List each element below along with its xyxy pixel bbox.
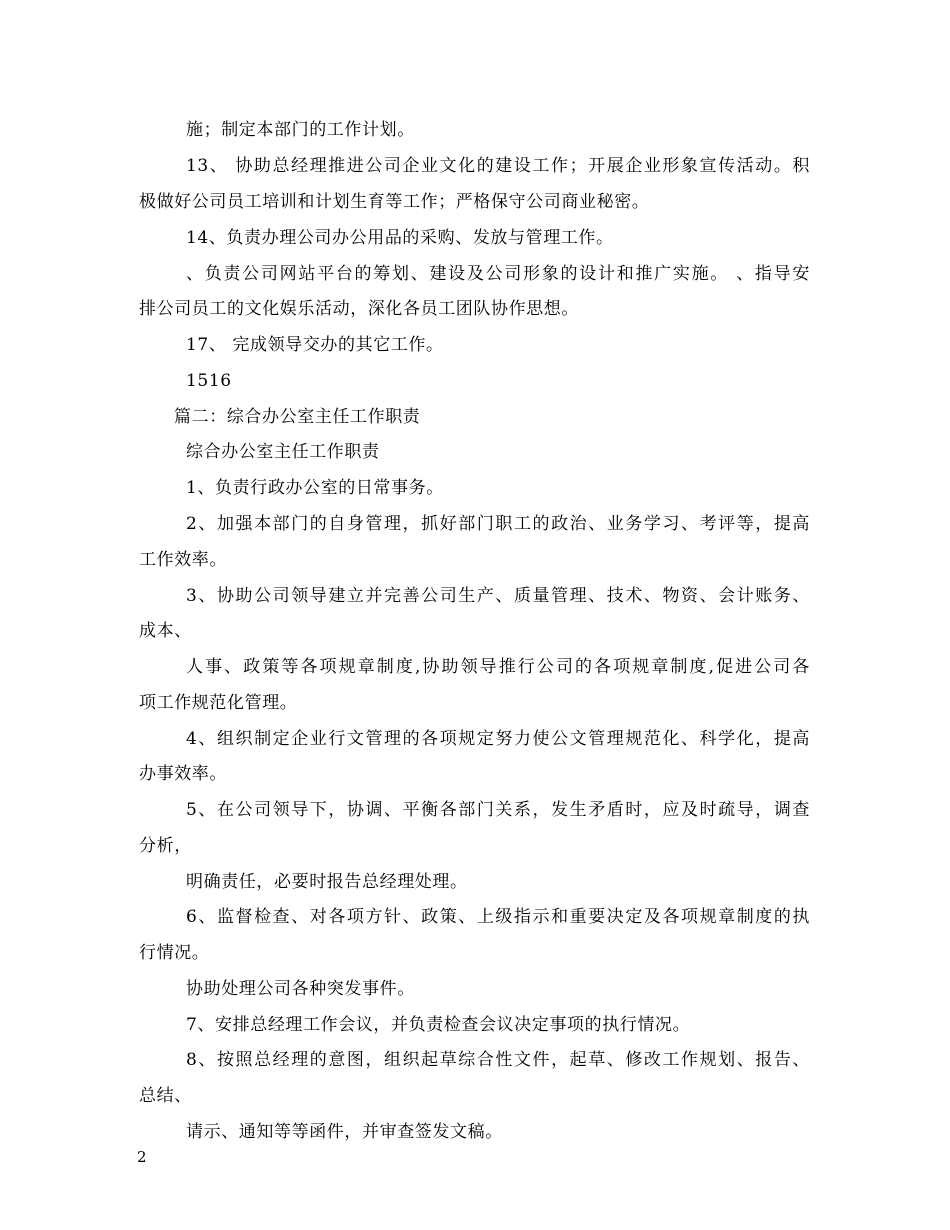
text-line-20: 5、在公司领导下，协调、平衡各部门关系，发生矛盾时，应及时疏导，调查 xyxy=(186,800,810,820)
text-line-28: 总结、 xyxy=(139,1086,192,1106)
text-line-3: 极做好公司员工培训和计划生育等工作；严格保守公司商业秘密。 xyxy=(139,192,650,212)
text-line-2: 13、 协助总经理推进公司企业文化的建设工作；开展企业形象宣传活动。积 xyxy=(186,156,810,176)
text-line-18: 4、组织制定企业行文管理的各项规定努力使公文管理规范化、科学化，提高 xyxy=(186,729,810,749)
text-line-17: 项工作规范化管理。 xyxy=(139,693,298,713)
section-title: 综合办公室主任工作职责 xyxy=(186,442,380,462)
text-line-4: 14、负责办理公司办公用品的采购、发放与管理工作。 xyxy=(186,228,614,248)
text-line-12: 2、加强本部门的自身管理，抓好部门职工的政治、业务学习、考评等，提高 xyxy=(186,514,810,534)
page-number: 2 xyxy=(137,1148,147,1166)
text-line-24: 行情况。 xyxy=(139,943,210,963)
text-line-22: 明确责任，必要时报告总经理处理。 xyxy=(186,872,468,892)
text-line-7: 17、 完成领导交办的其它工作。 xyxy=(186,335,444,355)
text-line-11: 1、负责行政办公室的日常事务。 xyxy=(186,478,444,498)
text-line-23: 6、监督检查、对各项方针、政策、上级指示和重要决定及各项规章制度的执 xyxy=(186,907,810,927)
text-line-14: 3、协助公司领导建立并完善公司生产、质量管理、技术、物资、会计账务、 xyxy=(186,586,810,606)
text-line-27: 8、按照总经理的意图，组织起草综合性文件，起草、修改工作规划、报告、 xyxy=(186,1050,810,1070)
text-line-13: 工作效率。 xyxy=(139,550,227,570)
text-line-21: 分析， xyxy=(139,836,192,856)
text-line-8: 1516 xyxy=(186,371,232,391)
text-line-29: 请示、通知等等函件，并审查签发文稿。 xyxy=(186,1122,503,1142)
text-line-26: 7、安排总经理工作会议，并负责检查会议决定事项的执行情况。 xyxy=(186,1015,691,1035)
text-line-19: 办事效率。 xyxy=(139,764,227,784)
section-heading: 篇二：综合办公室主任工作职责 xyxy=(174,407,421,427)
text-line-5: 、负责公司网站平台的筹划、建设及公司形象的设计和推广实施。 、指导安 xyxy=(186,264,810,284)
text-line-16: 人事、政策等各项规章制度,协助领导推行公司的各项规章制度,促进公司各 xyxy=(186,657,810,677)
text-line-6: 排公司员工的文化娱乐活动，深化各员工团队协作思想。 xyxy=(139,299,579,319)
text-line-1: 施；制定本部门的工作计划。 xyxy=(186,120,415,140)
text-line-15: 成本、 xyxy=(139,621,192,641)
text-line-25: 协助处理公司各种突发事件。 xyxy=(186,979,415,999)
